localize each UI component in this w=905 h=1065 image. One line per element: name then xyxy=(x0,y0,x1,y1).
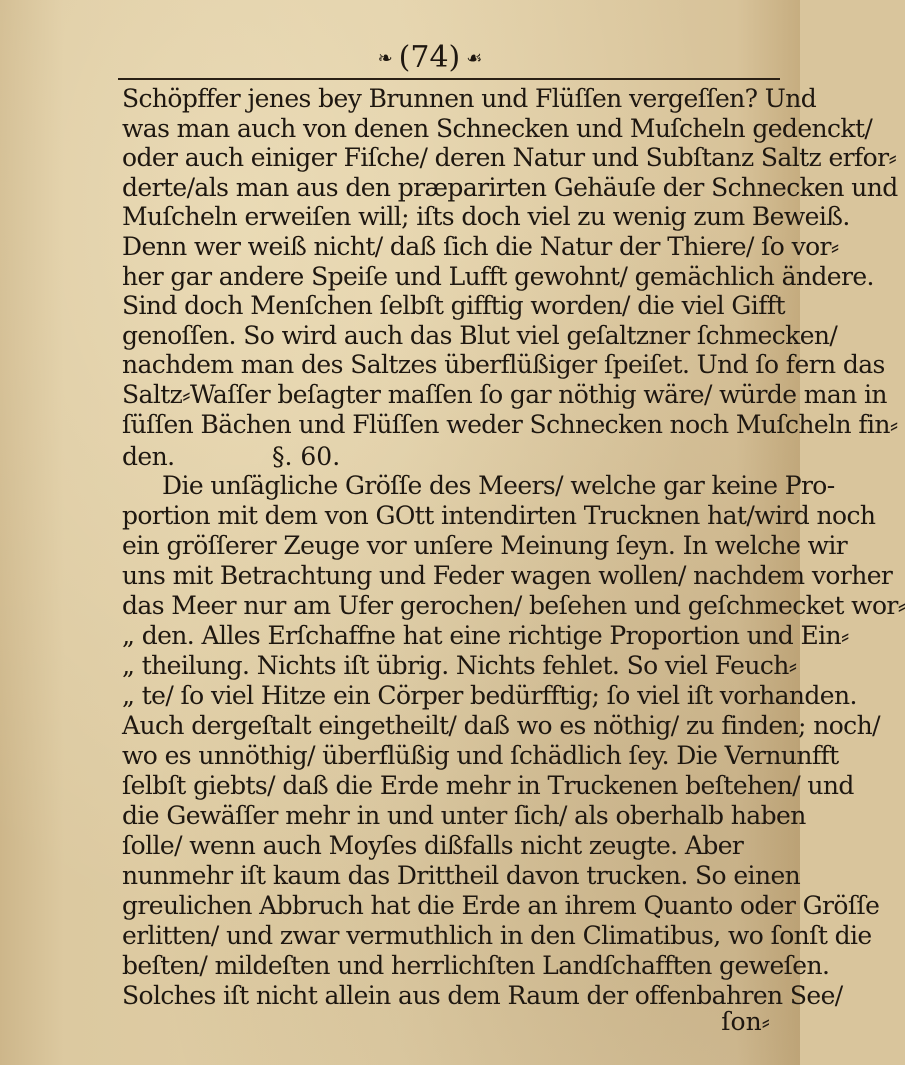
text-line-3: oder auch einiger Fiſche/ deren Natur und Subſtanz Saltz erfor⸗ xyxy=(122,143,897,172)
text-line-28: greulichen Abbruch hat die Erde an ihrem Quanto oder Gröſſe xyxy=(122,891,880,920)
header-rule xyxy=(118,78,780,80)
text-line-23: wo es unnöthig/ überflüßig und ſchädlich ſey. Die Vernunfft xyxy=(122,741,839,770)
text-line-29: erlitten/ und zwar vermuthlich in den Climatibus, wo ſonſt die xyxy=(122,921,872,950)
text-line-12: ſüſſen Bächen und Flüſſen weder Schnecken noch Muſcheln fin⸗ xyxy=(122,410,898,439)
text-line-13: den. xyxy=(122,442,175,471)
text-line-1: Schöpffer jenes bey Brunnen und Flüſſen vergeſſen? Und xyxy=(122,84,817,113)
text-line-30: beſten/ mildeſten und herrlichſten Landſchafften geweſen. xyxy=(122,951,830,980)
text-line-16: ein gröſſerer Zeuge vor unſere Meinung ſeyn. In welche wir xyxy=(122,531,848,560)
text-line-11: Saltz⸗Waſſer beſagter maſſen ſo gar nöthig wäre/ würde man in xyxy=(122,380,887,409)
text-line-22: Auch dergeſtalt eingetheilt/ daß wo es nöthig/ zu finden; noch/ xyxy=(122,711,880,740)
text-line-27: nunmehr iſt kaum das Drittheil davon trucken. So einen xyxy=(122,861,801,890)
text-line-4: derte/als man aus den præparirten Gehäuſe der Schnecken und xyxy=(122,173,898,202)
text-line-18: das Meer nur am Ufer gerochen/ beſehen und geſchmecket wor⸗ xyxy=(122,591,905,620)
ornament-right-icon: ☙ xyxy=(466,48,483,69)
page-header xyxy=(330,38,530,78)
text-line-5: Muſcheln erweiſen will; iſts doch viel zu wenig zum Beweiß. xyxy=(122,202,850,231)
text-line-24: ſelbſt giebts/ daß die Erde mehr in Truckenen beſtehen/ und xyxy=(122,771,854,800)
text-line-14: Die unſägliche Gröſſe des Meers/ welche gar keine Pro- xyxy=(162,471,835,500)
page-number: (74) xyxy=(398,40,461,75)
text-line-21: „ te/ ſo viel Hitze ein Cörper bedürfftig; ſo viel iſt vorhanden. xyxy=(122,681,857,710)
ornament-left-icon: ❧ xyxy=(377,48,393,69)
text-line-15: portion mit dem von GOtt intendirten Trucknen hat/wird noch xyxy=(122,501,876,530)
text-line-9: genoſſen. So wird auch das Blut viel geſaltzner ſchmecken/ xyxy=(122,321,838,350)
text-line-7: her gar andere Speiſe und Lufft gewohnt/ gemächlich ändere. xyxy=(122,262,874,291)
text-line-8: Sind doch Menſchen ſelbſt gifftig worden/ die viel Gifft xyxy=(122,291,785,320)
text-line-2: was man auch von denen Schnecken und Muſcheln gedenckt/ xyxy=(122,114,873,143)
text-line-20: „ theilung. Nichts iſt übrig. Nichts fehlet. So viel Feuch⸗ xyxy=(122,651,797,680)
text-line-6: Denn wer weiß nicht/ daß ſich die Natur der Thiere/ ſo vor⸗ xyxy=(122,232,839,261)
paragraph-mark: §. 60. xyxy=(272,442,341,471)
text-line-10: nachdem man des Saltzes überflüßiger ſpeiſet. Und ſo fern das xyxy=(122,350,885,379)
text-line-19: „ den. Alles Erſchaffne hat eine richtige Proportion und Ein⸗ xyxy=(122,621,849,650)
catchword: ſon⸗ xyxy=(721,1007,770,1036)
text-line-31: Solches iſt nicht allein aus dem Raum der offenbahren See/ xyxy=(122,981,843,1010)
text-line-17: uns mit Betrachtung und Feder wagen wollen/ nachdem vorher xyxy=(122,561,893,590)
text-line-25: die Gewäſſer mehr in und unter ſich/ als oberhalb haben xyxy=(122,801,806,830)
text-line-26: ſolle/ wenn auch Moyſes dißfalls nicht zeugte. Aber xyxy=(122,831,744,860)
